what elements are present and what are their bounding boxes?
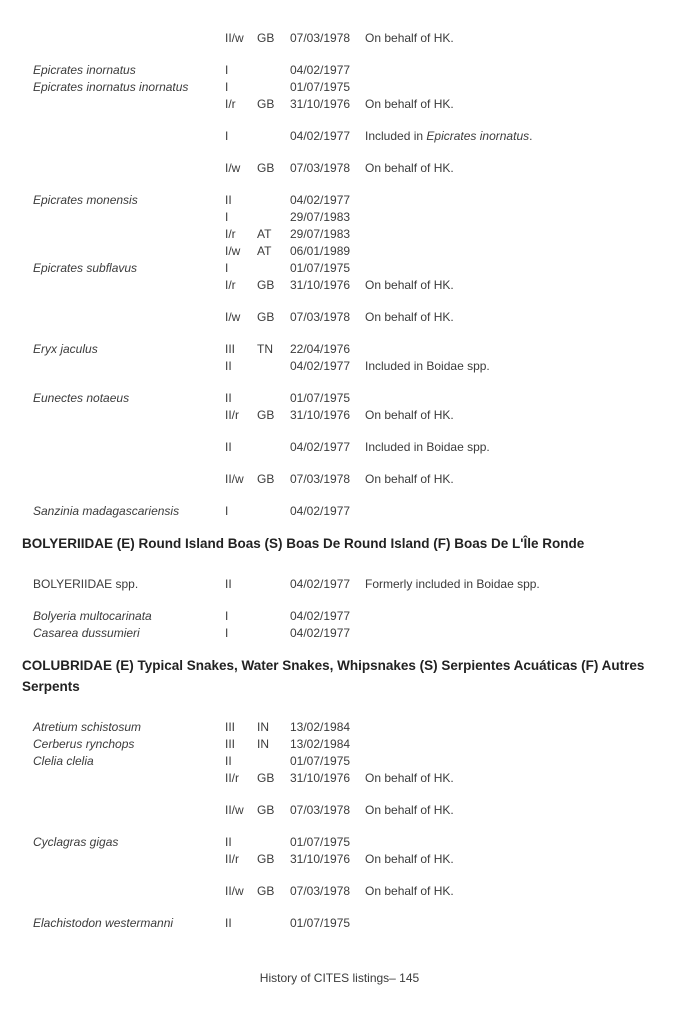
country-code-cell: GB bbox=[257, 31, 275, 45]
annotation-text: On behalf of HK. bbox=[365, 310, 454, 324]
date-cell: 29/07/1983 bbox=[290, 210, 351, 224]
appendix-cell: II bbox=[225, 359, 232, 373]
table-row bbox=[33, 79, 663, 96]
appendix-cell: II/r bbox=[225, 851, 239, 866]
table-row bbox=[33, 770, 663, 787]
country-code-cell: GB bbox=[257, 851, 275, 866]
country-code-cell: AT bbox=[257, 227, 272, 241]
appendix-cell: I bbox=[225, 129, 229, 143]
species-cell: Epicrates monensis bbox=[33, 193, 138, 207]
country-code-cell: GB bbox=[257, 97, 275, 111]
appendix-cell: I/w bbox=[225, 161, 241, 175]
date-cell: 07/03/1978 bbox=[290, 883, 351, 898]
date-cell: 31/10/1976 bbox=[290, 851, 351, 866]
footer-text: History of CITES listings– 145 bbox=[259, 971, 420, 985]
appendix-cell: I bbox=[225, 261, 229, 275]
appendix-cell: II bbox=[225, 193, 232, 207]
date-cell: 07/03/1978 bbox=[290, 31, 351, 45]
table-row bbox=[33, 439, 663, 456]
appendix-cell: I bbox=[225, 63, 229, 77]
species-cell: Sanzinia madagascariensis bbox=[33, 504, 180, 518]
boidae-continued-table bbox=[33, 30, 663, 520]
table-row bbox=[33, 96, 663, 113]
date-cell: 04/02/1977 bbox=[290, 359, 351, 373]
table-row bbox=[33, 260, 663, 277]
species-cell: Clelia clelia bbox=[33, 753, 94, 768]
table-row bbox=[33, 834, 663, 851]
annotation-text: On behalf of HK. bbox=[365, 31, 454, 45]
annotation-text: On behalf of HK. bbox=[365, 408, 454, 422]
date-cell: 04/02/1977 bbox=[290, 129, 351, 143]
family-heading: COLUBRIDAE (E) Typical Snakes, Water Snakes, Whipsnakes (S) Serpientes Acuáticas (F) Autres Serpents bbox=[22, 658, 645, 694]
table-row bbox=[33, 851, 663, 868]
page-footer bbox=[0, 971, 679, 985]
date-cell: 31/10/1976 bbox=[290, 97, 351, 111]
table-row bbox=[33, 209, 663, 226]
species-cell: Cyclagras gigas bbox=[33, 834, 119, 849]
country-code-cell: GB bbox=[257, 472, 275, 486]
species-cell: Epicrates inornatus inornatus bbox=[33, 80, 189, 94]
species-cell: Epicrates subflavus bbox=[33, 261, 138, 275]
date-cell: 04/02/1977 bbox=[290, 577, 351, 592]
table-row bbox=[33, 883, 663, 900]
date-cell: 29/07/1983 bbox=[290, 227, 351, 241]
appendix-cell: I/w bbox=[225, 310, 241, 324]
appendix-cell: II bbox=[225, 915, 232, 930]
table-row bbox=[33, 341, 663, 358]
date-cell: 01/07/1975 bbox=[290, 261, 351, 275]
appendix-cell: II bbox=[225, 834, 232, 849]
table-row bbox=[33, 192, 663, 209]
date-cell: 01/07/1975 bbox=[290, 753, 351, 768]
date-cell: 01/07/1975 bbox=[290, 391, 351, 405]
table-row bbox=[33, 915, 663, 932]
annotation-cell bbox=[365, 471, 663, 488]
species-cell: Elachistodon westermanni bbox=[33, 915, 174, 930]
date-cell: 04/02/1977 bbox=[290, 440, 351, 454]
date-cell: 04/02/1977 bbox=[290, 193, 351, 207]
annotation-text: On behalf of HK. bbox=[365, 472, 454, 486]
appendix-cell: II bbox=[225, 577, 232, 592]
family-heading: BOLYERIIDAE (E) Round Island Boas (S) Boas De Round Island (F) Boas De L'Île Ronde bbox=[22, 536, 585, 551]
bolyeriidae-table bbox=[33, 576, 663, 642]
country-code-cell: IN bbox=[257, 736, 269, 751]
table-row bbox=[33, 226, 663, 243]
table-row bbox=[33, 625, 663, 642]
date-cell: 07/03/1978 bbox=[290, 802, 351, 817]
appendix-cell: III bbox=[225, 719, 236, 734]
country-code-cell: GB bbox=[257, 278, 275, 292]
country-code-cell: GB bbox=[257, 770, 275, 785]
table-row bbox=[33, 358, 663, 375]
appendix-cell: III bbox=[225, 342, 236, 356]
appendix-cell: II bbox=[225, 391, 232, 405]
table-row bbox=[33, 576, 663, 593]
annotation-text: On behalf of HK. bbox=[365, 770, 454, 785]
annotation-text: Formerly included in Boidae spp. bbox=[365, 577, 540, 592]
table-row bbox=[33, 736, 663, 753]
country-code-cell: GB bbox=[257, 161, 275, 175]
annotation-text: Included in Boidae spp. bbox=[365, 359, 490, 373]
colubridae-table bbox=[33, 719, 663, 932]
species-cell: Eunectes notaeus bbox=[33, 391, 130, 405]
species-cell: BOLYERIIDAE spp. bbox=[33, 577, 139, 592]
annotation-cell bbox=[365, 407, 663, 424]
species-cell: Epicrates inornatus bbox=[33, 63, 136, 77]
date-cell: 07/03/1978 bbox=[290, 161, 351, 175]
annotation-cell bbox=[365, 851, 663, 868]
country-code-cell: GB bbox=[257, 883, 275, 898]
country-code-cell: GB bbox=[257, 408, 275, 422]
annotation-cell bbox=[365, 802, 663, 819]
country-code-cell: IN bbox=[257, 719, 269, 734]
date-cell: 13/02/1984 bbox=[290, 719, 351, 734]
annotation-cell bbox=[365, 439, 663, 456]
date-cell: 07/03/1978 bbox=[290, 472, 351, 486]
appendix-cell: II/r bbox=[225, 408, 239, 422]
annotation-cell bbox=[365, 309, 663, 326]
table-row bbox=[33, 471, 663, 488]
table-row bbox=[33, 30, 663, 47]
table-row bbox=[33, 243, 663, 260]
appendix-cell: I/r bbox=[225, 97, 236, 111]
appendix-cell: II/w bbox=[225, 31, 244, 45]
annotation-text: Included in Boidae spp. bbox=[365, 440, 490, 454]
annotation-species-name: Epicrates inornatus bbox=[426, 129, 530, 143]
date-cell: 01/07/1975 bbox=[290, 80, 351, 94]
table-row bbox=[33, 309, 663, 326]
appendix-cell: II/w bbox=[225, 472, 244, 486]
species-cell: Atretium schistosum bbox=[33, 719, 142, 734]
annotation-text: On behalf of HK. bbox=[365, 161, 454, 175]
annotation-text: On behalf of HK. bbox=[365, 883, 454, 898]
annotation-cell bbox=[365, 96, 663, 113]
appendix-cell: II/w bbox=[225, 802, 244, 817]
species-cell: Eryx jaculus bbox=[33, 342, 98, 356]
annotation-text: Included in bbox=[365, 129, 427, 143]
annotation-cell bbox=[365, 883, 663, 900]
annotation-text: On behalf of HK. bbox=[365, 802, 454, 817]
annotation-text: On behalf of HK. bbox=[365, 278, 454, 292]
appendix-cell: I/r bbox=[225, 227, 236, 241]
date-cell: 22/04/1976 bbox=[290, 342, 351, 356]
table-row bbox=[33, 753, 663, 770]
appendix-cell: I bbox=[225, 609, 229, 624]
appendix-cell: I bbox=[225, 80, 229, 94]
table-row bbox=[33, 128, 663, 145]
country-code-cell: GB bbox=[257, 310, 275, 324]
table-row bbox=[33, 608, 663, 625]
country-code-cell: TN bbox=[257, 342, 273, 356]
annotation-cell bbox=[365, 30, 663, 47]
date-cell: 04/02/1977 bbox=[290, 504, 351, 518]
appendix-cell: I/w bbox=[225, 244, 241, 258]
appendix-cell: II/r bbox=[225, 770, 239, 785]
annotation-cell bbox=[365, 576, 663, 593]
date-cell: 04/02/1977 bbox=[290, 609, 351, 624]
annotation-cell bbox=[365, 277, 663, 294]
date-cell: 31/10/1976 bbox=[290, 770, 351, 785]
annotation-cell bbox=[365, 358, 663, 375]
date-cell: 31/10/1976 bbox=[290, 278, 351, 292]
date-cell: 01/07/1975 bbox=[290, 915, 351, 930]
table-row bbox=[33, 160, 663, 177]
date-cell: 04/02/1977 bbox=[290, 63, 351, 77]
species-cell: Cerberus rynchops bbox=[33, 736, 135, 751]
species-cell: Bolyeria multocarinata bbox=[33, 609, 152, 624]
date-cell: 13/02/1984 bbox=[290, 736, 351, 751]
appendix-cell: I/r bbox=[225, 278, 236, 292]
appendix-cell: II bbox=[225, 753, 232, 768]
species-cell: Casarea dussumieri bbox=[33, 626, 140, 641]
date-cell: 31/10/1976 bbox=[290, 408, 351, 422]
annotation-text: On behalf of HK. bbox=[365, 851, 454, 866]
annotation-cell bbox=[365, 160, 663, 177]
appendix-cell: II bbox=[225, 440, 232, 454]
table-row bbox=[33, 390, 663, 407]
date-cell: 07/03/1978 bbox=[290, 310, 351, 324]
table-row bbox=[33, 503, 663, 520]
table-row bbox=[33, 802, 663, 819]
appendix-cell: I bbox=[225, 504, 229, 518]
annotation-text: On behalf of HK. bbox=[365, 97, 454, 111]
appendix-cell: II/w bbox=[225, 883, 244, 898]
country-code-cell: GB bbox=[257, 802, 275, 817]
date-cell: 04/02/1977 bbox=[290, 626, 351, 641]
date-cell: 06/01/1989 bbox=[290, 244, 351, 258]
table-row bbox=[33, 62, 663, 79]
appendix-cell: I bbox=[225, 210, 229, 224]
appendix-cell: I bbox=[225, 626, 229, 641]
annotation-text: . bbox=[529, 129, 533, 143]
table-row bbox=[33, 277, 663, 294]
country-code-cell: AT bbox=[257, 244, 272, 258]
annotation-cell bbox=[365, 128, 663, 145]
annotation-cell bbox=[365, 770, 663, 787]
appendix-cell: III bbox=[225, 736, 236, 751]
table-row bbox=[33, 407, 663, 424]
date-cell: 01/07/1975 bbox=[290, 834, 351, 849]
table-row bbox=[33, 719, 663, 736]
